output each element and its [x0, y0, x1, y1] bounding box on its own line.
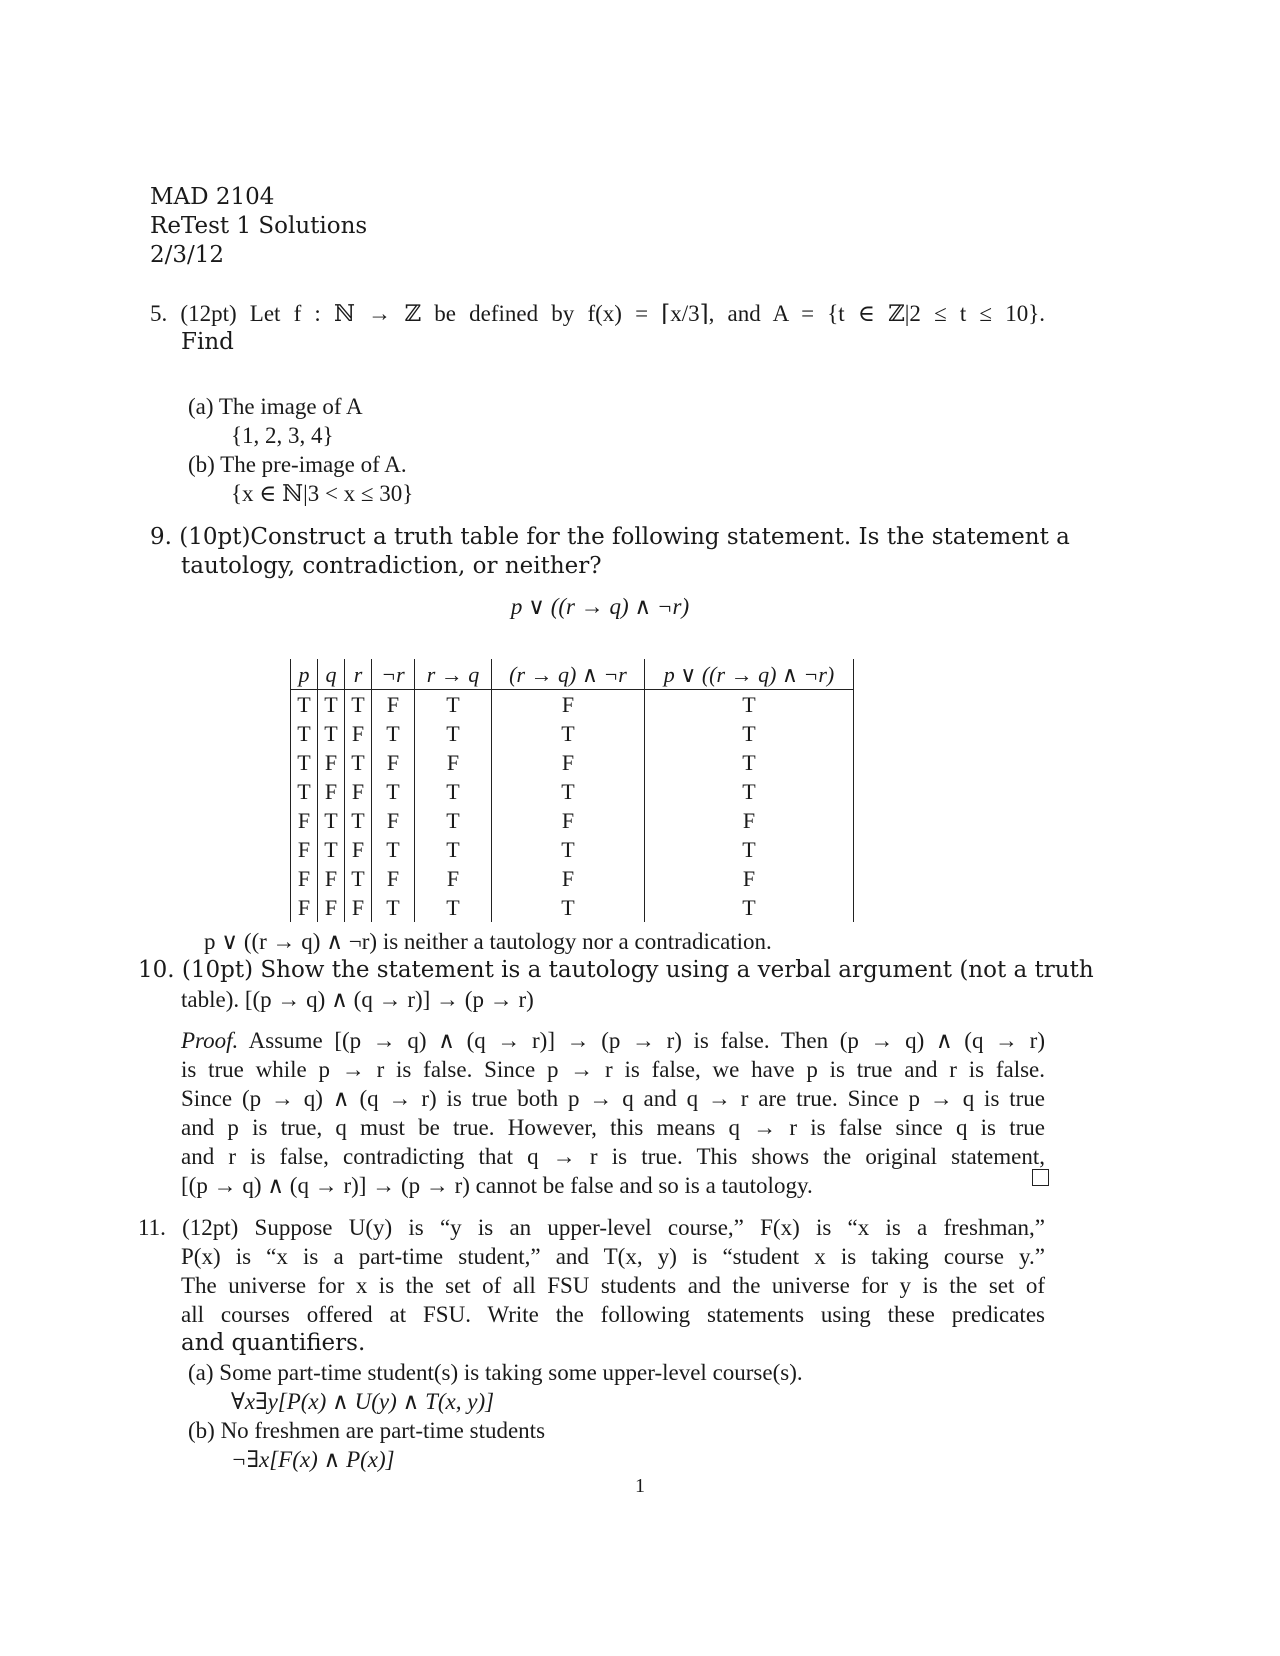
q10-proof-line6: [(p → q) ∧ (q → r)] → (p → r) cannot be false and so is a tautology.	[181, 1173, 813, 1198]
document-title: ReTest 1 Solutions	[150, 213, 368, 239]
q9-line2: tautology, contradiction, or neither?	[181, 553, 602, 579]
q11-line4: all courses offered at FSU. Write the following statements using these predicates	[181, 1302, 1045, 1327]
q10-proof-line2: is true while p → r is false. Since p → r is false, we have p is true and r is false.	[181, 1057, 1045, 1082]
table-cell: F	[492, 864, 645, 893]
page-number: 1	[635, 1475, 645, 1497]
q11a-prompt: (a) Some part-time student(s) is taking some upper-level course(s).	[188, 1360, 803, 1385]
table-cell: F	[318, 748, 345, 777]
table-cell: T	[645, 748, 854, 777]
table-cell: T	[645, 777, 854, 806]
q11-line2: P(x) is “x is a part-time student,” and T(x, y) is “student x is taking course y.”	[181, 1244, 1045, 1269]
table-header-cell: ¬r	[372, 659, 415, 690]
q5b-prompt: (b) The pre-image of A.	[188, 452, 407, 477]
table-cell: F	[291, 835, 318, 864]
table-header-cell: p	[291, 659, 318, 690]
table-cell: T	[345, 748, 372, 777]
table-cell: F	[291, 864, 318, 893]
q9-line1: 9. (10pt)Construct a truth table for the following statement. Is the statement a	[150, 524, 1070, 550]
table-row	[291, 719, 854, 748]
table-cell: F	[372, 806, 415, 835]
table-cell: T	[415, 690, 492, 720]
table-cell: T	[645, 893, 854, 922]
q10-proof-line1	[181, 1026, 1045, 1055]
course-code: MAD 2104	[150, 184, 275, 210]
table-cell: F	[318, 864, 345, 893]
table-cell: T	[492, 835, 645, 864]
table-cell: T	[291, 719, 318, 748]
table-row	[291, 748, 854, 777]
q11a-answer: ∀x∃y[P(x) ∧ U(y) ∧ T(x, y)]	[231, 1389, 495, 1414]
table-cell: T	[372, 719, 415, 748]
table-cell: T	[318, 719, 345, 748]
table-cell: T	[645, 719, 854, 748]
q11b-answer: ¬∃x[F(x) ∧ P(x)]	[231, 1447, 395, 1472]
table-row	[291, 806, 854, 835]
table-cell: T	[318, 806, 345, 835]
q9-statement: p ∨ ((r → q) ∧ ¬r)	[510, 594, 690, 619]
table-cell: T	[372, 835, 415, 864]
table-cell: T	[492, 719, 645, 748]
table-cell: T	[492, 893, 645, 922]
q10-proof-line5: and r is false, contradicting that q → r is true. This shows the original statement,	[181, 1144, 1045, 1169]
table-row	[291, 777, 854, 806]
q5-line2: Find	[181, 329, 234, 355]
table-cell: F	[415, 864, 492, 893]
table-cell: F	[372, 690, 415, 720]
q11b-prompt: (b) No freshmen are part-time students	[188, 1418, 546, 1443]
table-cell: F	[318, 777, 345, 806]
q10-proof-line3: Since (p → q) ∧ (q → r) is true both p → q and q → r are true. Since p → q is true	[181, 1086, 1045, 1111]
table-row	[291, 864, 854, 893]
table-cell: T	[415, 893, 492, 922]
q9-conclusion: p ∨ ((r → q) ∧ ¬r) is neither a tautology nor a contradication.	[204, 929, 772, 954]
q5-line1: 5. (12pt) Let f : ℕ → ℤ be defined by f(x) = ⌈x/3⌉, and A = {t ∈ ℤ|2 ≤ t ≤ 10}.	[150, 301, 1045, 326]
table-cell: F	[318, 893, 345, 922]
table-cell: T	[492, 777, 645, 806]
table-cell: T	[372, 893, 415, 922]
table-row	[291, 835, 854, 864]
q10-proof-line4: and p is true, q must be true. However, this means q → r is false since q is true	[181, 1115, 1045, 1140]
table-cell: F	[291, 806, 318, 835]
table-cell: F	[645, 864, 854, 893]
truth-table	[290, 659, 854, 922]
table-cell: T	[318, 835, 345, 864]
table-cell: F	[345, 777, 372, 806]
table-cell: T	[415, 777, 492, 806]
table-cell: T	[345, 864, 372, 893]
table-header-cell: r	[345, 659, 372, 690]
table-cell: T	[345, 690, 372, 720]
table-cell: T	[415, 806, 492, 835]
q10-line1: 10. (10pt) Show the statement is a tautology using a verbal argument (not a truth	[138, 957, 1094, 983]
proof-text: Assume [(p → q) ∧ (q → r)] → (p → r) is false. Then (p → q) ∧ (q → r)	[248, 1028, 1045, 1053]
table-cell: F	[645, 806, 854, 835]
q11-line3: The universe for x is the set of all FSU students and the universe for y is the set of	[181, 1273, 1045, 1298]
proof-label: Proof.	[181, 1028, 239, 1053]
table-cell: F	[345, 893, 372, 922]
table-cell: T	[345, 806, 372, 835]
table-cell: T	[645, 690, 854, 720]
table-cell: F	[345, 719, 372, 748]
table-cell: T	[291, 690, 318, 720]
table-cell: F	[372, 748, 415, 777]
table-cell: T	[372, 777, 415, 806]
truth-table-header-row	[291, 659, 854, 690]
table-cell: T	[415, 835, 492, 864]
q11-line1: 11. (12pt) Suppose U(y) is “y is an upper-level course,” F(x) is “x is a freshman,”	[138, 1215, 1045, 1240]
table-row	[291, 893, 854, 922]
table-header-cell: p ∨ ((r → q) ∧ ¬r)	[645, 659, 854, 690]
table-cell: F	[492, 748, 645, 777]
table-cell: F	[372, 864, 415, 893]
table-header-cell: r → q	[415, 659, 492, 690]
table-cell: F	[492, 690, 645, 720]
table-cell: T	[291, 748, 318, 777]
table-cell: F	[415, 748, 492, 777]
table-header-cell: q	[318, 659, 345, 690]
table-cell: T	[291, 777, 318, 806]
table-cell: F	[492, 806, 645, 835]
table-cell: F	[345, 835, 372, 864]
q5a-answer: {1, 2, 3, 4}	[231, 423, 334, 448]
document-date: 2/3/12	[150, 242, 225, 268]
q5b-answer: {x ∈ ℕ|3 < x ≤ 30}	[231, 481, 414, 506]
table-cell: F	[291, 893, 318, 922]
q10-line2: table). [(p → q) ∧ (q → r)] → (p → r)	[181, 987, 534, 1012]
table-cell: T	[318, 690, 345, 720]
q11-line5: and quantifiers.	[181, 1330, 366, 1356]
table-row	[291, 690, 854, 720]
q5a-prompt: (a) The image of A	[188, 394, 363, 419]
table-header-cell: (r → q) ∧ ¬r	[492, 659, 645, 690]
table-cell: T	[415, 719, 492, 748]
qed-square-icon	[1032, 1169, 1049, 1186]
table-cell: T	[645, 835, 854, 864]
